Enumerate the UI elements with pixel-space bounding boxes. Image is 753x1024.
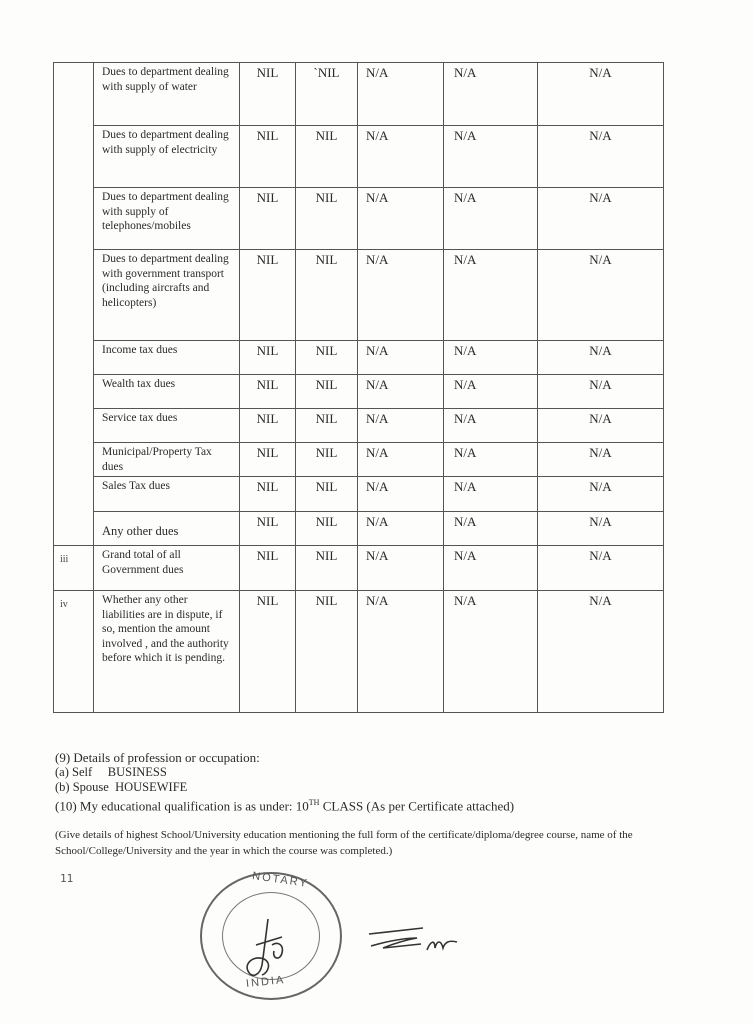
table-row xyxy=(54,477,664,512)
row-description: Sales Tax dues xyxy=(94,477,240,512)
cell-value: NIL xyxy=(240,477,296,512)
cell-value: N/A xyxy=(538,375,664,409)
cell-value: N/A xyxy=(444,591,538,713)
cell-value: `NIL xyxy=(296,63,358,126)
signature-mark xyxy=(365,920,465,960)
row-description: Any other dues xyxy=(94,512,240,546)
cell-value: N/A xyxy=(538,188,664,250)
self-occupation xyxy=(55,765,514,780)
cell-value: NIL xyxy=(296,546,358,591)
row-description: Dues to department dealing with government transport (including aircrafts and helicopters) xyxy=(94,250,240,341)
cell-value: N/A xyxy=(358,409,444,443)
table-row xyxy=(54,546,664,591)
cell-value: N/A xyxy=(358,546,444,591)
cell-value: NIL xyxy=(240,591,296,713)
row-description: Wealth tax dues xyxy=(94,375,240,409)
cell-value: N/A xyxy=(358,512,444,546)
cell-value: N/A xyxy=(538,250,664,341)
cell-value: NIL xyxy=(240,409,296,443)
cell-value: NIL xyxy=(240,443,296,477)
cell-value: N/A xyxy=(358,375,444,409)
education-line xyxy=(55,795,514,813)
profession-section xyxy=(55,750,514,813)
education-note: (Give details of highest School/University education mentioning the full form of the certificate/diploma/degree course, name of the School/College/University and the year in which the course was completed.) xyxy=(55,829,633,857)
cell-value: NIL xyxy=(240,126,296,188)
row-description: Whether any other liabilities are in dispute, if so, mention the amount involved , and the authority before which it is pending. xyxy=(94,591,240,713)
profession-heading: (9) Details of profession or occupation: xyxy=(55,750,260,765)
table-row xyxy=(54,341,664,375)
self-label: (a) Self xyxy=(55,765,93,779)
table-row xyxy=(54,591,664,713)
signature-in-seal xyxy=(238,915,298,985)
spouse-value: HOUSEWIFE xyxy=(115,780,188,794)
row-description: Dues to department dealing with supply of water xyxy=(94,63,240,126)
row-index xyxy=(54,63,94,546)
row-index: iv xyxy=(54,591,94,713)
table-row xyxy=(54,409,664,443)
table-row xyxy=(54,375,664,409)
row-description: Service tax dues xyxy=(94,409,240,443)
cell-value: NIL xyxy=(296,477,358,512)
seal-top-text: NOTARY xyxy=(251,870,310,890)
cell-value: N/A xyxy=(538,512,664,546)
cell-value: N/A xyxy=(444,126,538,188)
education-sup: TH xyxy=(308,798,320,807)
cell-value: N/A xyxy=(538,443,664,477)
cell-value: NIL xyxy=(296,443,358,477)
cell-value: NIL xyxy=(240,546,296,591)
row-description: Municipal/Property Tax dues xyxy=(94,443,240,477)
liabilities-table xyxy=(53,62,664,713)
table-row xyxy=(54,126,664,188)
spouse-occupation xyxy=(55,780,514,795)
cell-value: N/A xyxy=(358,63,444,126)
education-suffix: CLASS (As per Certificate attached) xyxy=(319,798,515,814)
cell-value: NIL xyxy=(296,409,358,443)
self-value: BUSINESS xyxy=(107,765,167,779)
cell-value: N/A xyxy=(444,512,538,546)
table-row xyxy=(54,250,664,341)
cell-value: NIL xyxy=(296,188,358,250)
education-prefix: (10) My educational qualification is as under: 10 xyxy=(55,798,309,814)
cell-value: N/A xyxy=(358,477,444,512)
row-description: Dues to department dealing with supply of electricity xyxy=(94,126,240,188)
table-row xyxy=(54,63,664,126)
row-index: iii xyxy=(54,546,94,591)
cell-value: N/A xyxy=(444,477,538,512)
cell-value: NIL xyxy=(240,512,296,546)
row-description: Grand total of all Government dues xyxy=(94,546,240,591)
cell-value: N/A xyxy=(444,409,538,443)
cell-value: NIL xyxy=(296,375,358,409)
cell-value: NIL xyxy=(296,250,358,341)
cell-value: N/A xyxy=(444,63,538,126)
cell-value: NIL xyxy=(296,341,358,375)
row-description: Dues to department dealing with supply of telephones/mobiles xyxy=(94,188,240,250)
cell-value: N/A xyxy=(358,341,444,375)
cell-value: NIL xyxy=(240,375,296,409)
cell-value: N/A xyxy=(538,341,664,375)
cell-value: N/A xyxy=(444,341,538,375)
cell-value: N/A xyxy=(444,375,538,409)
cell-value: N/A xyxy=(538,546,664,591)
page-number: 11 xyxy=(60,872,74,885)
cell-value: NIL xyxy=(240,63,296,126)
seal-bottom-text: INDIA xyxy=(245,973,286,991)
cell-value: NIL xyxy=(240,250,296,341)
cell-value: N/A xyxy=(444,546,538,591)
cell-value: N/A xyxy=(444,250,538,341)
cell-value: NIL xyxy=(296,512,358,546)
cell-value: NIL xyxy=(240,188,296,250)
table-row xyxy=(54,512,664,546)
cell-value: N/A xyxy=(538,126,664,188)
cell-value: N/A xyxy=(358,591,444,713)
spouse-label: (b) Spouse xyxy=(55,780,109,794)
cell-value: N/A xyxy=(358,126,444,188)
row-description: Income tax dues xyxy=(94,341,240,375)
cell-value: N/A xyxy=(444,188,538,250)
cell-value: N/A xyxy=(358,443,444,477)
cell-value: N/A xyxy=(538,63,664,126)
cell-value: NIL xyxy=(240,341,296,375)
cell-value: NIL xyxy=(296,126,358,188)
cell-value: N/A xyxy=(358,250,444,341)
cell-value: N/A xyxy=(358,188,444,250)
cell-value: N/A xyxy=(444,443,538,477)
table-row xyxy=(54,188,664,250)
cell-value: NIL xyxy=(296,591,358,713)
cell-value: N/A xyxy=(538,409,664,443)
cell-value: N/A xyxy=(538,591,664,713)
cell-value: N/A xyxy=(538,477,664,512)
table-row xyxy=(54,443,664,477)
